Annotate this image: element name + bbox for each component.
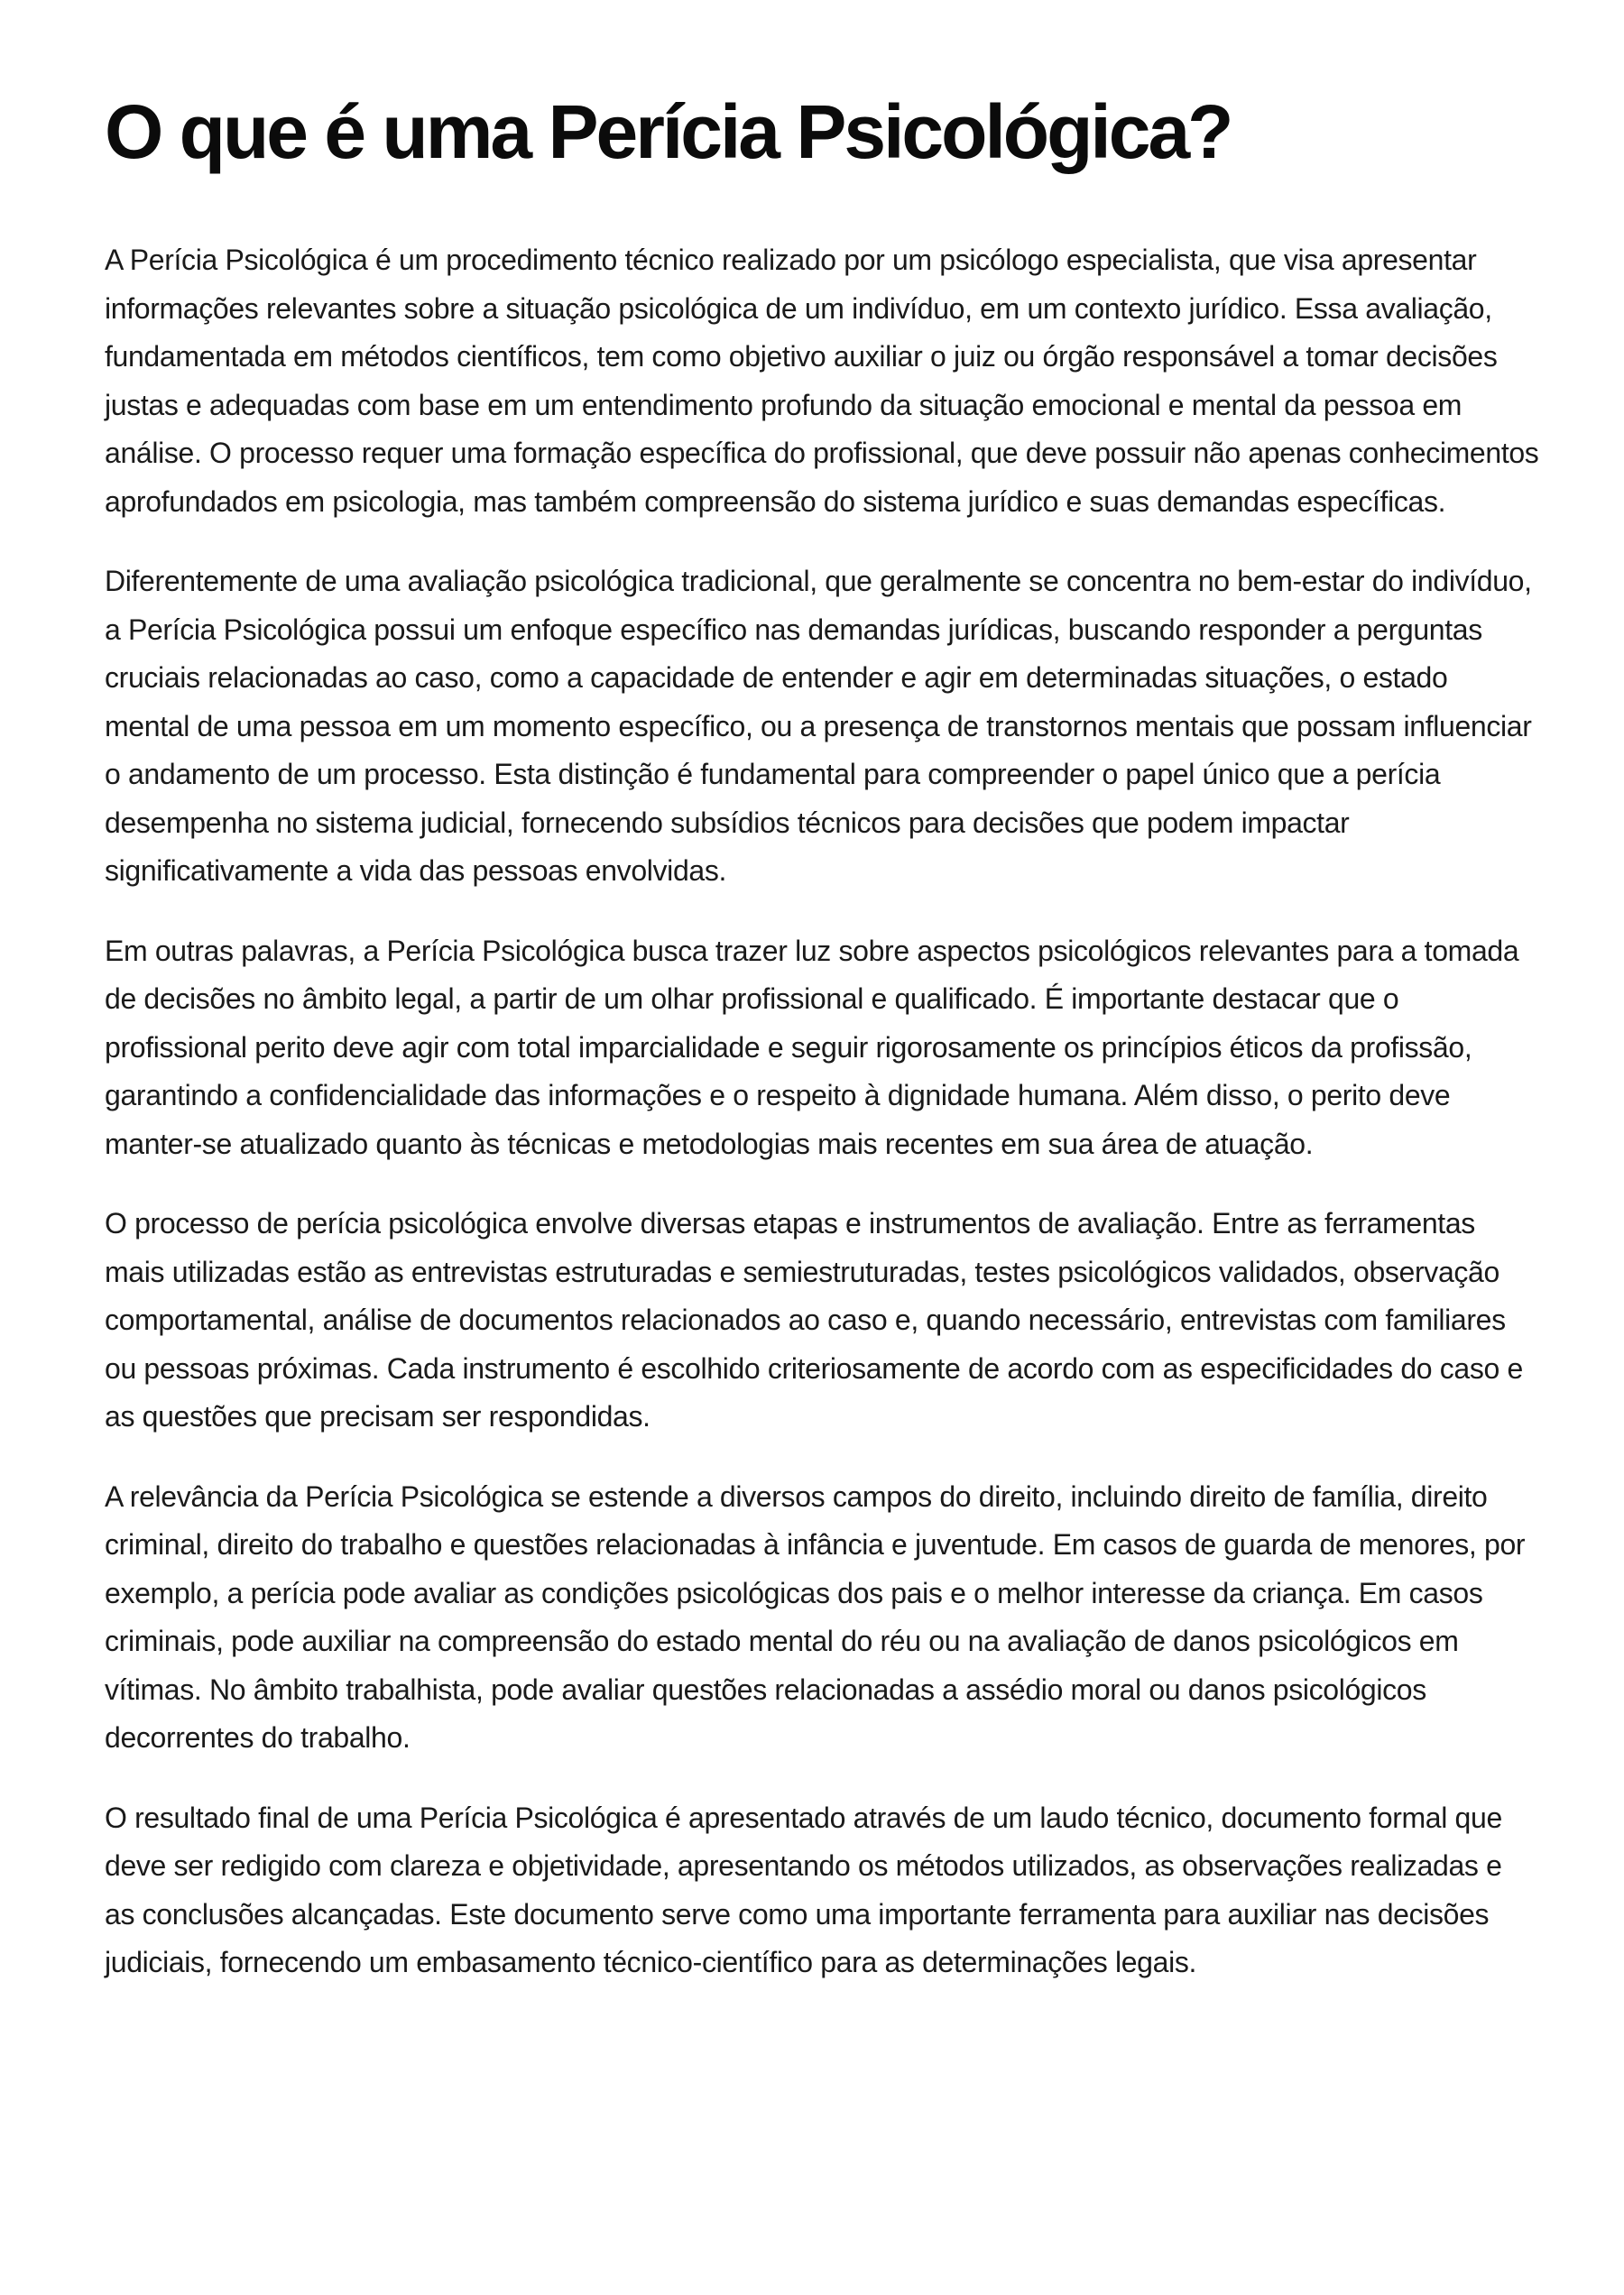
paragraph-intro: A Perícia Psicológica é um procedimento técnico realizado por um psicólogo especialista, que visa apresentar informações relevantes sobre a situação psicológica de um indivíduo, em um contexto jurídico. Essa avaliação, fundamentada em métodos científicos, tem como objetivo auxiliar o juiz ou órgão responsável a tomar decisões justas e adequadas com base em um entendimento profundo da situação emocional e mental da pessoa em análise. O processo requer uma formação específica do profissional, que deve possuir não apenas conhecimentos aprofundados em psicologia, mas também compreensão do sistema jurídico e suas demandas específicas.	[105, 244, 1539, 518]
paragraph-result: O resultado final de uma Perícia Psicológica é apresentado através de um laudo técnico, documento formal que deve ser redigido com clareza e objetividade, apresentando os métodos utilizados, as observações realizadas e as conclusões alcançadas. Este documento serve como uma importante ferramenta para auxiliar nas decisões judiciais, fornecendo um embasamento técnico-científico para as determinações legais.	[105, 1801, 1502, 1978]
document-page	[105, 87, 1539, 2019]
article-body	[105, 236, 1539, 1987]
paragraph-process: O processo de perícia psicológica envolve diversas etapas e instrumentos de avaliação. Entre as ferramentas mais utilizadas estão as entrevistas estruturadas e semiestruturadas, testes psicológicos validados, observação comportamental, análise de documentos relacionados ao caso e, quando necessário, entrevistas com familiares ou pessoas próximas. Cada instrumento é escolhido criteriosamente de acordo com as especificidades do caso e as questões que precisam ser respondidas.	[105, 1207, 1523, 1433]
paragraph-purpose: Em outras palavras, a Perícia Psicológica busca trazer luz sobre aspectos psicológicos relevantes para a tomada de decisões no âmbito legal, a partir de um olhar profissional e qualificado. É importante destacar que o profissional perito deve agir com total imparcialidade e seguir rigorosamente os princípios éticos da profissão, garantindo a confidencialidade das informações e o respeito à dignidade humana. Além disso, o perito deve manter-se atualizado quanto às técnicas e metodologias mais recentes em sua área de atuação.	[105, 934, 1519, 1160]
paragraph-relevance: A relevância da Perícia Psicológica se estende a diversos campos do direito, incluindo direito de família, direito criminal, direito do trabalho e questões relacionadas à infância e juventude. Em casos de guarda de menores, por exemplo, a perícia pode avaliar as condições psicológicas dos pais e o melhor interesse da criança. Em casos criminais, pode auxiliar na compreensão do estado mental do réu ou na avaliação de danos psicológicos em vítimas. No âmbito trabalhista, pode avaliar questões relacionadas a assédio moral ou danos psicológicos decorrentes do trabalho.	[105, 1479, 1526, 1754]
page-title: O que é uma Perícia Psicológica?	[105, 89, 1232, 174]
paragraph-difference: Diferentemente de uma avaliação psicológica tradicional, que geralmente se concentra no bem-estar do indivíduo, a Perícia Psicológica possui um enfoque específico nas demandas jurídicas, buscando responder a perguntas cruciais relacionadas ao caso, como a capacidade de entender e agir em determinadas situações, o estado mental de uma pessoa em um momento específico, ou a presença de transtornos mentais que possam influenciar o andamento de um processo. Esta distinção é fundamental para compreender o papel único que a perícia desempenha no sistema judicial, fornecendo subsídios técnicos para decisões que podem impactar significativamente a vida das pessoas envolvidas.	[105, 565, 1532, 887]
